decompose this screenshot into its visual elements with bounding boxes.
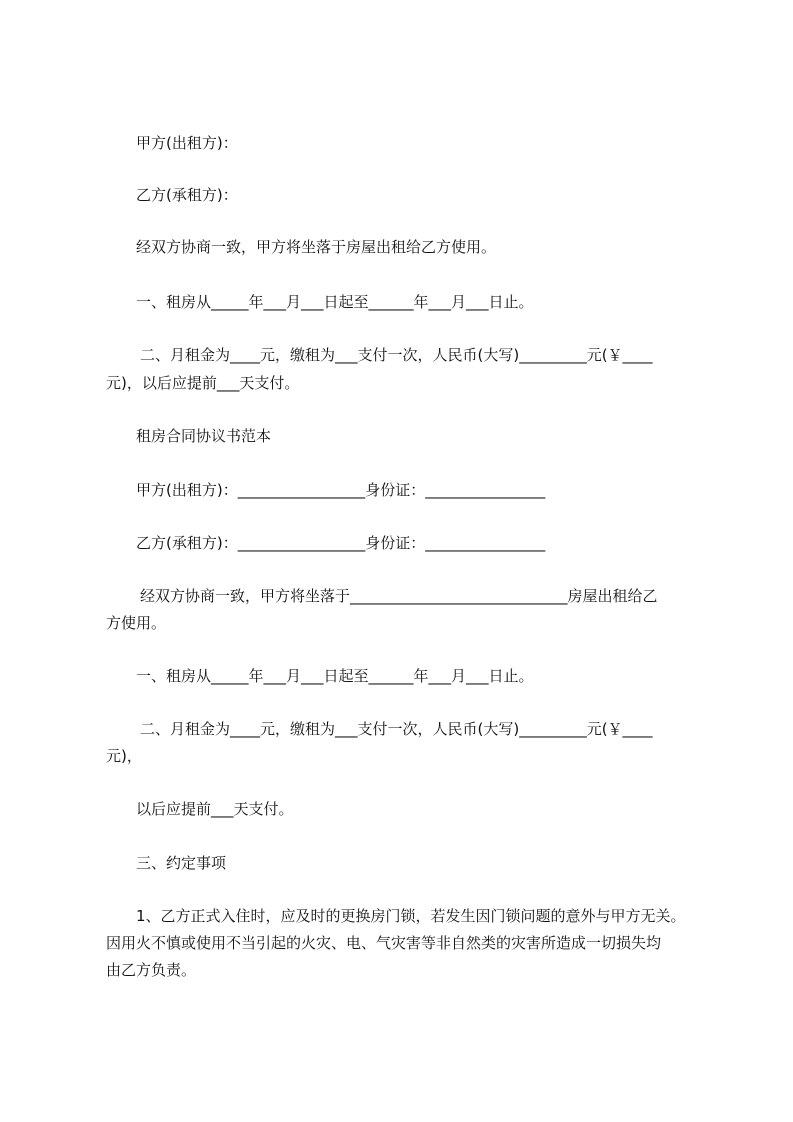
- party-b-label: 乙方(承租方)：: [136, 186, 238, 204]
- section-3-heading: 三、约定事项: [136, 854, 227, 872]
- section-3-item-1-end: 由乙方负责。: [106, 961, 197, 979]
- clause-2-rent-continued: 元)，以后应提前___天支付。: [106, 374, 300, 392]
- party-a-label: 甲方(出租方)：: [136, 134, 238, 152]
- clause-2-rent: 二、月租金为____元，缴租为___支付一次，人民币(大写)_________元(￥____: [140, 346, 653, 364]
- intro-paragraph: 经双方协商一致，甲方将坐落于房屋出租给乙方使用。: [136, 238, 497, 256]
- clause-1-term-2: 一、租房从_____年___月___日起至______年___月___日止。: [136, 667, 534, 685]
- intro-paragraph-2: 经双方协商一致，甲方将坐落于_____________________________房屋出租给乙: [140, 587, 658, 605]
- section-3-item-1-continued: 因用火不慎或使用不当引起的火灾、电、气灾害等非自然类的灾害所造成一切损失均: [106, 934, 662, 952]
- intro-paragraph-2-continued: 方使用。: [106, 614, 167, 632]
- party-b-id-line: 乙方(承租方)：_________________身份证：________________: [136, 534, 546, 552]
- section-3-item-1: 1、乙方正式入住时，应及时的更换房门锁，若发生因门锁问题的意外与甲方无关。: [136, 907, 686, 925]
- clause-1-term: 一、租房从_____年___月___日起至______年___月___日止。: [136, 293, 534, 311]
- clause-2-rent-2-continued: 元)，: [106, 747, 142, 765]
- advance-payment-line: 以后应提前___天支付。: [136, 800, 294, 818]
- party-a-id-line: 甲方(出租方)：_________________身份证：________________: [136, 481, 546, 499]
- document-title: 租房合同协议书范本: [136, 427, 272, 445]
- clause-2-rent-2: 二、月租金为____元，缴租为___支付一次，人民币(大写)_________元(￥____: [140, 720, 653, 738]
